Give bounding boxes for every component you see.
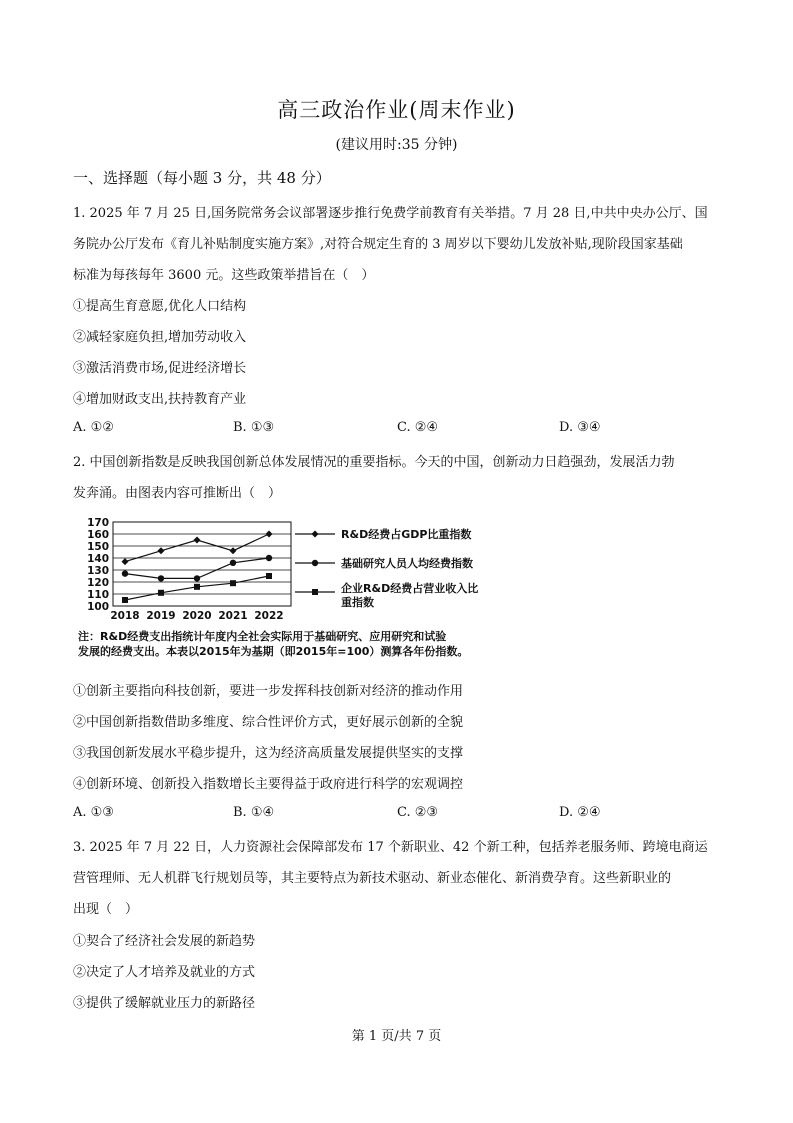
- innovation-index-chart: [73, 512, 503, 624]
- chart-svg: [73, 512, 503, 624]
- legend-label: 基础研究人员人均经费指数: [341, 557, 473, 570]
- q1-statement: ④增加财政支出,扶持教育产业: [73, 392, 247, 407]
- q1-stem-line: 1. 2025 年 7 月 25 日,国务院常务会议部署逐步推行免费学前教育有关举措。7 月 28 日,中共中央办公厅、国: [73, 206, 708, 221]
- legend-label: 重指数: [341, 596, 374, 609]
- q3-stem-line: 出现（ ）: [73, 902, 139, 917]
- data-point: [158, 547, 165, 554]
- data-point: [266, 531, 273, 538]
- q3-statement: ②决定了人才培养及就业的方式: [73, 965, 256, 980]
- data-point: [122, 570, 128, 576]
- x-tick-label: 2019: [146, 610, 176, 622]
- chart-note-line: 注：R&D经费支出指统计年度内全社会实际用于基础研究、应用研究和试验: [78, 630, 447, 643]
- x-tick-label: 2020: [182, 610, 212, 622]
- q3-statement: ①契合了经济社会发展的新趋势: [73, 934, 256, 949]
- q3-stem-line: 3. 2025 年 7 月 22 日，人力资源社会保障部发布 17 个新职业、42 个新工种，包括养老服务师、跨境电商运: [73, 840, 708, 855]
- data-point: [122, 558, 129, 565]
- q1-option-c[interactable]: C. ②④: [397, 420, 439, 435]
- y-tick-label: 150: [87, 541, 109, 553]
- q3-statement: ③提供了缓解就业压力的新路径: [73, 996, 256, 1011]
- y-tick-label: 140: [87, 553, 109, 565]
- data-point: [230, 580, 236, 586]
- q2-statement: ②中国创新指数借助多维度、综合性评价方式，更好展示创新的全貌: [73, 715, 464, 730]
- data-point: [194, 575, 200, 581]
- y-tick-label: 110: [87, 589, 109, 601]
- page-title: 高三政治作业(周末作业): [277, 98, 516, 122]
- x-tick-label: 2021: [218, 610, 248, 622]
- q2-stem-line: 发奔涌。由图表内容可推断出（ ）: [73, 486, 282, 501]
- data-point: [266, 555, 272, 561]
- q2-statement: ①创新主要指向科技创新，要进一步发挥科技创新对经济的推动作用: [73, 684, 464, 699]
- q2-statement: ④创新环境、创新投入指数增长主要得益于政府进行科学的宏观调控: [73, 777, 464, 792]
- q1-option-d[interactable]: D. ③④: [559, 420, 601, 435]
- x-tick-label: 2022: [254, 610, 284, 622]
- data-point: [158, 575, 164, 581]
- page-footer: 第 1 页/共 7 页: [351, 1029, 442, 1044]
- q2-option-d[interactable]: D. ②④: [559, 805, 601, 820]
- y-tick-label: 120: [87, 577, 109, 589]
- x-tick-label: 2018: [110, 610, 140, 622]
- q1-stem-line: 标准为每孩每年 3600 元。这些政策举措旨在（ ）: [73, 268, 375, 283]
- q1-statement: ③激活消费市场,促进经济增长: [73, 361, 247, 376]
- data-point: [122, 597, 128, 603]
- q2-option-b[interactable]: B. ①④: [233, 805, 275, 820]
- chart-note-line: 发展的经费支出。本表以2015年为基期（即2015年=100）测算各年份指数。: [78, 645, 469, 658]
- y-tick-label: 160: [87, 529, 109, 541]
- legend-marker: [312, 560, 318, 566]
- data-point: [194, 584, 200, 590]
- q3-stem-line: 营管理师、无人机群飞行规划员等，其主要特点为新技术驱动、新业态催化、新消费孕育。这些新职业的: [73, 871, 672, 886]
- data-point: [230, 547, 237, 554]
- y-tick-label: 130: [87, 565, 109, 577]
- legend-marker: [312, 531, 319, 538]
- data-point: [230, 560, 236, 566]
- plot-frame: [113, 522, 291, 606]
- q1-option-b[interactable]: B. ①③: [233, 420, 275, 435]
- q1-statement: ①提高生育意愿,优化人口结构: [73, 299, 247, 314]
- page-subtitle: (建议用时:35 分钟): [335, 137, 458, 153]
- q2-option-c[interactable]: C. ②③: [397, 805, 439, 820]
- data-point: [194, 537, 201, 544]
- data-point: [266, 573, 272, 579]
- q2-stem-line: 2. 中国创新指数是反映我国创新总体发展情况的重要指标。今天的中国，创新动力日趋强劲，发展活力勃: [73, 455, 675, 470]
- legend-label: R&D经费占GDP比重指数: [341, 528, 472, 541]
- legend-marker: [312, 589, 318, 595]
- y-tick-label: 170: [87, 517, 109, 529]
- section-heading: 一、选择题（每小题 3 分，共 48 分）: [73, 169, 331, 187]
- legend-label: 企业R&D经费占营业收入比: [341, 582, 479, 595]
- q2-option-a[interactable]: A. ①③: [73, 805, 114, 820]
- data-point: [158, 590, 164, 596]
- q1-stem-line: 务院办公厅发布《育儿补贴制度实施方案》,对符合规定生育的 3 周岁以下婴幼儿发放补贴,现阶段国家基础: [73, 237, 683, 252]
- q1-statement: ②减轻家庭负担,增加劳动收入: [73, 330, 247, 345]
- q2-statement: ③我国创新发展水平稳步提升，这为经济高质量发展提供坚实的支撑: [73, 746, 464, 761]
- y-tick-label: 100: [87, 601, 109, 613]
- q1-option-a[interactable]: A. ①②: [73, 420, 114, 435]
